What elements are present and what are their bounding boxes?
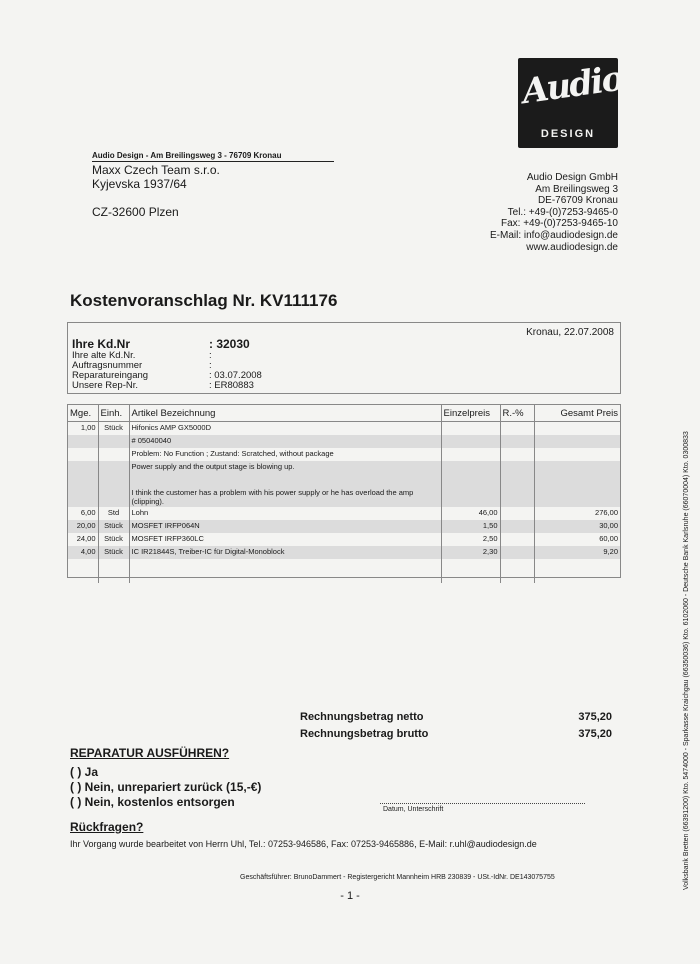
repair-number-value: : ER80883 <box>209 380 254 391</box>
table-row <box>68 435 620 448</box>
table-cell-gp: 9,20 <box>534 546 620 559</box>
questions-title: Rückfragen? <box>70 820 144 834</box>
table-cell-r <box>500 435 534 448</box>
table-cell-einh: Stück <box>98 533 129 546</box>
logo-design-text: DESIGN <box>540 128 596 140</box>
table-row <box>68 507 620 520</box>
table-header-row <box>68 405 620 422</box>
table-cell-mge <box>68 448 98 461</box>
company-logo <box>518 58 625 148</box>
document-date: Kronau, 22.07.2008 <box>526 327 614 338</box>
table-cell-mge <box>68 461 98 474</box>
customer-number-label: Ihre Kd.Nr <box>72 337 131 351</box>
table-row <box>68 422 620 436</box>
table-cell-desc: I think the customer has a problem with his power supply or he has overload the amp (clipping). <box>129 487 441 507</box>
table-cell-desc: # 05040040 <box>129 435 441 448</box>
table-cell-einh <box>98 474 129 487</box>
table-cell-gp: 276,00 <box>595 508 618 517</box>
customer-number-value: : 32030 <box>209 337 250 351</box>
table-cell-gp: 60,00 <box>599 534 618 543</box>
table-cell-r <box>500 507 534 520</box>
company-address <box>490 172 618 253</box>
recipient-name: Maxx Czech Team s.r.o. <box>92 163 220 177</box>
net-total-label: Rechnungsbetrag netto <box>300 711 424 723</box>
recipient-street: Kyjevska 1937/64 <box>92 177 187 191</box>
table-cell-ep <box>441 448 500 461</box>
table-cell-einh: Stück <box>98 422 129 436</box>
table-cell-desc: MOSFET IRFP064N <box>129 520 441 533</box>
table-cell-ep: 2,50 <box>441 533 500 546</box>
company-street: Am Breilingsweg 3 <box>535 183 618 195</box>
company-web: www.audiodesign.de <box>526 241 618 253</box>
table-cell-ep <box>441 487 500 507</box>
table-cell-r <box>500 533 534 546</box>
table-cell-mge: 24,00 <box>68 533 98 546</box>
column-header: R.-% <box>500 405 534 422</box>
column-header: Gesamt Preis <box>534 405 620 422</box>
table-filler-row <box>68 559 620 583</box>
order-number-label: Auftragsnummer <box>72 360 143 371</box>
old-customer-number-label: Ihre alte Kd.Nr. <box>72 350 136 361</box>
recipient-address <box>92 163 220 219</box>
table-cell-gp <box>534 448 620 461</box>
table-cell-gp <box>534 435 620 448</box>
customer-info-box <box>67 322 621 394</box>
order-number-value: : <box>209 360 212 371</box>
table-cell-r <box>500 520 534 533</box>
table-cell-desc: IC IR21844S, Treiber-IC für Digital-Monoblock <box>129 546 441 559</box>
column-header: Einzelpreis <box>441 405 500 422</box>
table-row <box>68 487 620 507</box>
footer-legal: Geschäftsführer: BrunoDammert - Registergericht Mannheim HRB 230839 - USt.-IdNr. DE143075755 <box>240 874 555 881</box>
column-header: Mge. <box>68 405 98 422</box>
table-cell-einh <box>98 448 129 461</box>
table-cell-einh: Stück <box>98 546 129 559</box>
table-cell-mge: 1,00 <box>68 422 98 436</box>
company-fax: Fax: +49-(0)7253-9465-10 <box>500 218 618 230</box>
table-cell-ep: 2,30 <box>441 546 500 559</box>
table-cell-mge <box>68 474 98 487</box>
table-cell-ep: 1,50 <box>441 520 500 533</box>
gross-total-label: Rechnungsbetrag brutto <box>300 728 429 740</box>
table-cell-r <box>500 487 534 507</box>
old-customer-number-value: : <box>209 350 212 361</box>
page-number: - 1 - <box>340 890 360 902</box>
table-cell-mge <box>68 435 98 448</box>
table-cell-ep <box>441 435 500 448</box>
logo-script-text: Audio <box>519 58 625 113</box>
table-cell-gp <box>534 422 620 436</box>
company-email: E-Mail: info@audiodesign.de <box>489 229 618 241</box>
table-cell-desc: MOSFET IRFP360LC <box>129 533 441 546</box>
table-cell-r <box>500 448 534 461</box>
column-header: Einh. <box>98 405 129 422</box>
table-row <box>68 546 620 559</box>
table-cell-desc: Power supply and the output stage is blowing up. <box>129 461 441 474</box>
table-row <box>68 448 620 461</box>
sender-return-address: Audio Design - Am Breilingsweg 3 - 76709 Kronau <box>92 151 334 162</box>
signature-line <box>380 803 585 804</box>
table-row <box>68 461 620 474</box>
table-cell-r <box>500 461 534 474</box>
company-tel: Tel.: +49-(0)7253-9465-0 <box>507 206 618 218</box>
repair-number-label: Unsere Rep-Nr. <box>72 380 138 391</box>
table-cell-einh: Std <box>98 507 129 520</box>
table-row <box>68 520 620 533</box>
table-cell-gp: 30,00 <box>534 520 620 533</box>
option-return-unrepaired[interactable]: ( ) Nein, unrepariert zurück (15,-€) <box>70 780 262 794</box>
table-cell-gp <box>534 474 620 487</box>
bank-info-vertical: Volksbank Bretten (66391200) Kto. 5474000 - Sparkasse Kraichgau (66350036) Kto. 6102060 - Deutsche Bank Karlsruhe (66070004) Kto. 0300833 <box>683 431 690 890</box>
option-dispose[interactable]: ( ) Nein, kostenlos entsorgen <box>70 795 235 809</box>
company-name: Audio Design GmbH <box>526 172 618 183</box>
recipient-city: CZ-32600 Plzen <box>92 205 179 219</box>
gross-total-value: 375,20 <box>578 728 612 740</box>
items-table-box <box>67 404 621 578</box>
table-cell-r <box>500 546 534 559</box>
signature-label: Datum, Unterschrift <box>383 806 444 813</box>
table-cell-einh <box>98 461 129 474</box>
repair-receipt-label: Reparatureingang <box>72 370 149 381</box>
table-cell-desc: Lohn <box>129 507 441 520</box>
table-cell-ep <box>441 461 500 474</box>
table-cell-ep: 46,00 <box>441 507 500 520</box>
table-cell-desc: Hifonics AMP GX5000D <box>129 422 441 436</box>
table-cell-mge: 4,00 <box>68 546 98 559</box>
table-cell-einh: Stück <box>98 520 129 533</box>
table-cell-r <box>500 422 534 436</box>
table-cell-desc <box>129 474 441 487</box>
column-header: Artikel Bezeichnung <box>129 405 441 422</box>
table-row <box>68 474 620 487</box>
table-cell-mge: 20,00 <box>68 520 98 533</box>
table-row <box>68 533 620 546</box>
company-city: DE-76709 Kronau <box>537 195 618 207</box>
repair-question-title: REPARATUR AUSFÜHREN? <box>70 746 230 760</box>
table-cell-desc: Problem: No Function ; Zustand: Scratched, without package <box>129 448 441 461</box>
net-total-value: 375,20 <box>578 711 612 723</box>
repair-receipt-value: : 03.07.2008 <box>209 370 262 381</box>
option-yes[interactable]: ( ) Ja <box>70 765 99 779</box>
table-cell-ep <box>441 474 500 487</box>
table-cell-mge <box>68 487 98 507</box>
items-table <box>68 405 620 583</box>
table-cell-gp <box>534 461 620 474</box>
table-cell-r <box>500 474 534 487</box>
table-cell-gp <box>534 487 620 507</box>
document-title: Kostenvoranschlag Nr. KV111176 <box>70 291 338 310</box>
table-cell-einh <box>98 435 129 448</box>
table-cell-ep <box>441 422 500 436</box>
table-cell-mge: 6,00 <box>68 507 98 520</box>
questions-text: Ihr Vorgang wurde bearbeitet von Herrn Uhl, Tel.: 07253-946586, Fax: 07253-9465886, E-Mail: r.uhl@audiodesign.de <box>70 839 537 849</box>
table-cell-einh <box>98 487 129 507</box>
